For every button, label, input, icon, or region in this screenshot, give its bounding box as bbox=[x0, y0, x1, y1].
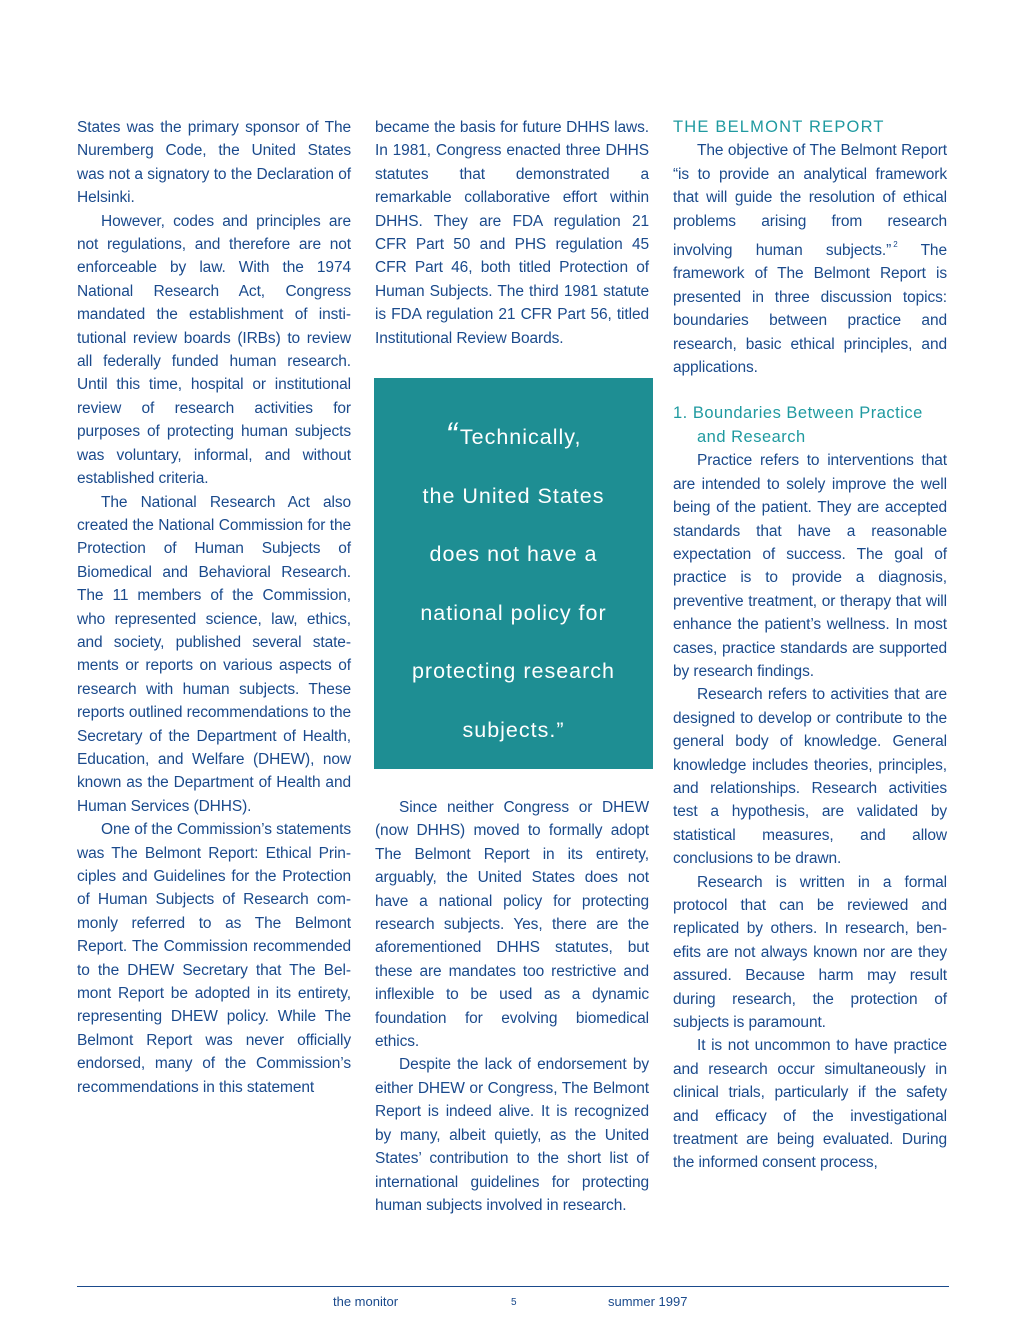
section-heading: THE BELMONT REPORT bbox=[673, 118, 885, 136]
column-2 bbox=[375, 116, 649, 350]
paragraph: The objective of The Belmont Report “is to provide an analytical framework that will guide the resolution of ethical problems arising from research involving human subjects.” $^2$ The framework of The Belmont Report is presented in three discussion topics: boundaries between practice and research, basic ethical principles, and applications. bbox=[673, 142, 947, 377]
footer-date: summer 1997 bbox=[608, 1294, 688, 1309]
page-number: 5 bbox=[511, 1297, 517, 1308]
paragraph: Practice refers to interventions that are intended to solely improve the well being of the patient. They are accepted standards that have a reasonable expectation of success. The goal of practice is to provide a diagnosis, preventive treatment, or therapy that will enhance the patient’s wellness. In most cases, practice standards are supported by research findings. bbox=[673, 452, 947, 680]
pull-quote-line: protecting research bbox=[411, 659, 616, 683]
pull-quote-line: does not have a bbox=[429, 542, 598, 566]
pull-quote-line: “Technically, bbox=[445, 416, 582, 454]
subsection-heading: 1. Boundaries Between Practice and Research bbox=[673, 404, 923, 446]
quote-mark-icon: “ bbox=[445, 416, 458, 454]
paragraph: Research refers to activities that are designed to develop or contribute to the general body of knowledge. General knowledge includes theories, principles, and relationships. Research activities test a hypothesis, are validated by statistical measures, and allow conclusions to be drawn. bbox=[673, 686, 947, 868]
column-1 bbox=[77, 116, 351, 1099]
column-3 bbox=[673, 116, 947, 1175]
paragraph: It is not uncommon to have practice and research occur simultaneously in clinical trials, particularly if the safety and efficacy of the investigational treatment are being evaluated. During the informed consent process, bbox=[673, 1037, 947, 1172]
pull-quote-line: national policy for bbox=[420, 600, 607, 625]
paragraph: became the basis for future DHHS laws. In 1981, Congress enacted three DHHS statutes that demonstrated a remarkable collaborative effort within DHHS. They are FDA regulation 21 CFR Part 50 and PHS regulation 45 CFR Part 46, both titled Protection of Human Subjects. The third 1981 statute is FDA regulation 21 CFR Part 56, titled Institutional Review Boards. bbox=[375, 119, 649, 347]
paragraph: One of the Commission’s statements was The Belmont Report: Ethical Principles and Guidelines for the Protection of Human Subjects of Research commonly referred to as The Belmont Report. The Commission recommended to the DHEW Secretary that The Belmont Report be adopted in its entirety, representing DHEW policy. While The Belmont Report was never officially endorsed, many of the Commission’s recommendations in this statement bbox=[77, 821, 351, 1096]
pull-quote-line: subjects.” bbox=[462, 717, 565, 742]
paragraph: States was the primary sponsor of The Nuremberg Code, the United States was not a signatory to the Declaration of Helsinki. bbox=[77, 119, 351, 207]
footer-divider bbox=[77, 1286, 949, 1287]
footer-publication: the monitor bbox=[333, 1294, 399, 1309]
paragraph: However, codes and principles are not regulations, and therefore are not enforceable by law. With the 1974 National Research Act, Congress mandated the establishment of institutional review boards (IRBs) to review all federally funded human research. Until this time, hospital or institutional review of research activities for purposes of protecting human subjects was voluntary, informal, and without established criteria. bbox=[77, 212, 351, 488]
pull-quote-line: the United States bbox=[422, 483, 605, 508]
paragraph: Research is written in a formal protocol that can be reviewed and replicated by others. In research, benefits are not always known nor are they assured. Because harm may result during research, the protection of subjects is paramount. bbox=[673, 873, 947, 1032]
paragraph: The National Research Act also created the National Commission for the Protection of Human Subjects of Biomedical and Behavioral Research. The 11 members of the Commission, who represented science, law, ethics, and society, published several statements or reports on various aspects of research with human subjects. These reports outlined recommendations to the Secretary of the Department of Health, Education, and Welfare (DHEW), now known as the Department of Health and Human Services (DHHS). bbox=[77, 493, 351, 815]
column-2-continued bbox=[375, 796, 649, 1217]
paragraph: Despite the lack of endorsement by either DHEW or Congress, The Belmont Report is indeed alive. It is recognized by many, albeit quietly, as the United States’ contribution to the short list of international guidelines for protecting human subjects involved in research. bbox=[375, 1056, 649, 1214]
paragraph: Since neither Congress or DHEW (now DHHS) moved to formally adopt The Belmont Report in its entirety, arguably, the United States does not have a national policy for protecting research subjects. Yes, there are the aforementioned DHHS statutes, but these are mandates too restrictive and inflexible to be used as a dynamic foundation for evolving biomedical ethics. bbox=[375, 799, 649, 1051]
pull-quote-box bbox=[374, 378, 653, 769]
footnote-marker: 2 bbox=[893, 240, 898, 250]
